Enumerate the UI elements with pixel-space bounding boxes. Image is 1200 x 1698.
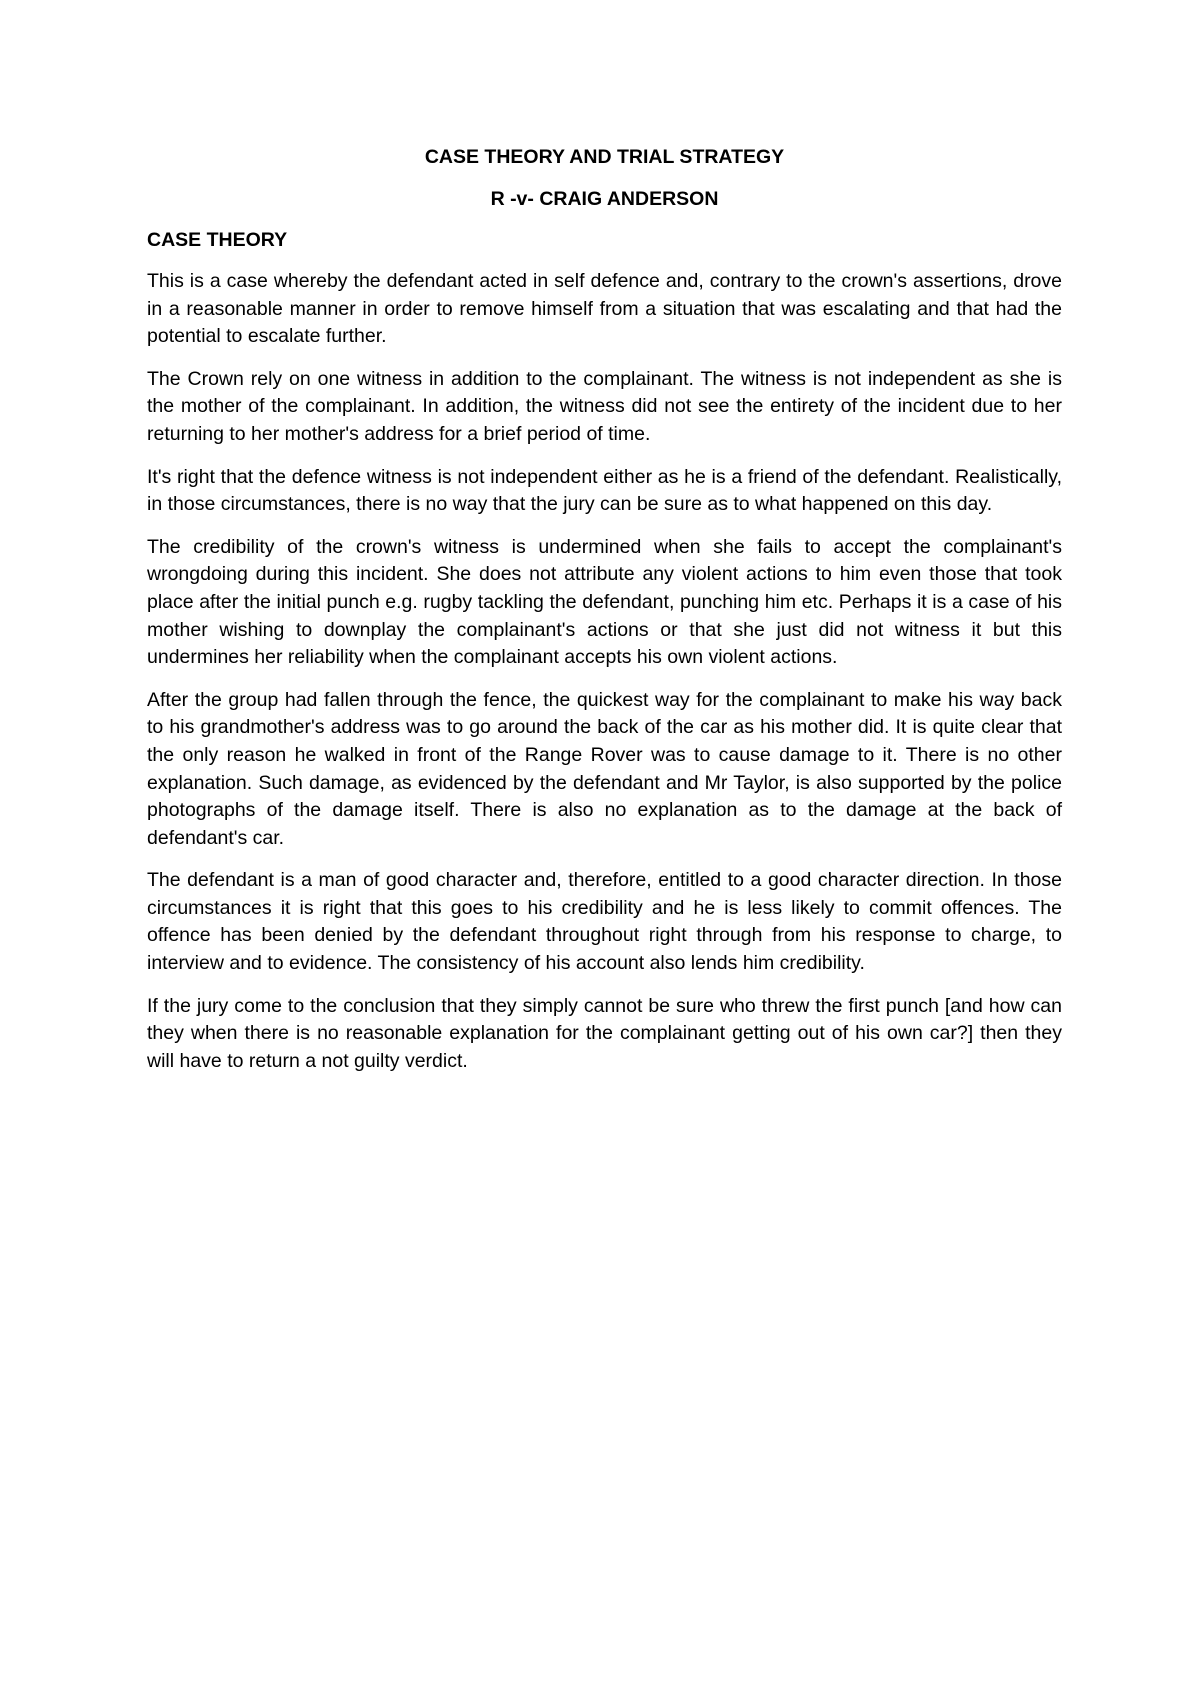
paragraph-credibility: The credibility of the crown's witness is undermined when she fails to accept the complainant's wrongdoing during this incident. She does not attribute any violent actions to him even those that took place after the initial punch e.g. rugby tackling the defendant, punching him etc. Perhaps it is a case of his mother wishing to downplay the complainant's actions or that she just did not witness it but this undermines her reliability when the complainant accepts his own violent actions. bbox=[147, 535, 1062, 669]
document-body bbox=[147, 145, 1062, 1090]
paragraph-defence-witness: It's right that the defence witness is not independent either as he is a friend of the defendant. Realistically, in those circumstances, there is no way that the jury can be sure as to what happened on this day. bbox=[147, 465, 1062, 516]
document-title: CASE THEORY AND TRIAL STRATEGY bbox=[424, 146, 785, 168]
paragraph-self-defence: This is a case whereby the defendant acted in self defence and, contrary to the crown's assertions, drove in a reasonable manner in order to remove himself from a situation that was escalating and that had the potential to escalate further. bbox=[147, 270, 1062, 348]
paragraph-good-character: The defendant is a man of good character and, therefore, entitled to a good character direction. In those circumstances it is right that this goes to his credibility and he is less likely to commit offences. The offence has been denied by the defendant throughout right through from his response to charge, to interview and to evidence. The consistency of his account also lends him credibility. bbox=[147, 869, 1062, 975]
paragraph-damage: After the group had fallen through the fence, the quickest way for the complainant to make his way back to his grandmother's address was to go around the back of the car as his mother did. It is quite clear that the only reason he walked in front of the Range Rover was to cause damage to it. There is no other explanation. Such damage, as evidenced by the defendant and Mr Taylor, is also supported by the police photographs of the damage itself. There is also no explanation as to the damage at the back of defendant's car. bbox=[147, 688, 1062, 849]
paragraph-crown-witness: The Crown rely on one witness in addition to the complainant. The witness is not independent as she is the mother of the complainant. In addition, the witness did not see the entirety of the incident due to her returning to her mother's address for a brief period of time. bbox=[147, 367, 1062, 445]
section-heading: CASE THEORY bbox=[147, 229, 288, 251]
case-name: R -v- CRAIG ANDERSON bbox=[490, 188, 719, 210]
paragraph-conclusion: If the jury come to the conclusion that they simply cannot be sure who threw the first punch [and how can they when there is no reasonable explanation for the complainant getting out of his own car?] then they will have to return a not guilty verdict. bbox=[147, 994, 1062, 1072]
